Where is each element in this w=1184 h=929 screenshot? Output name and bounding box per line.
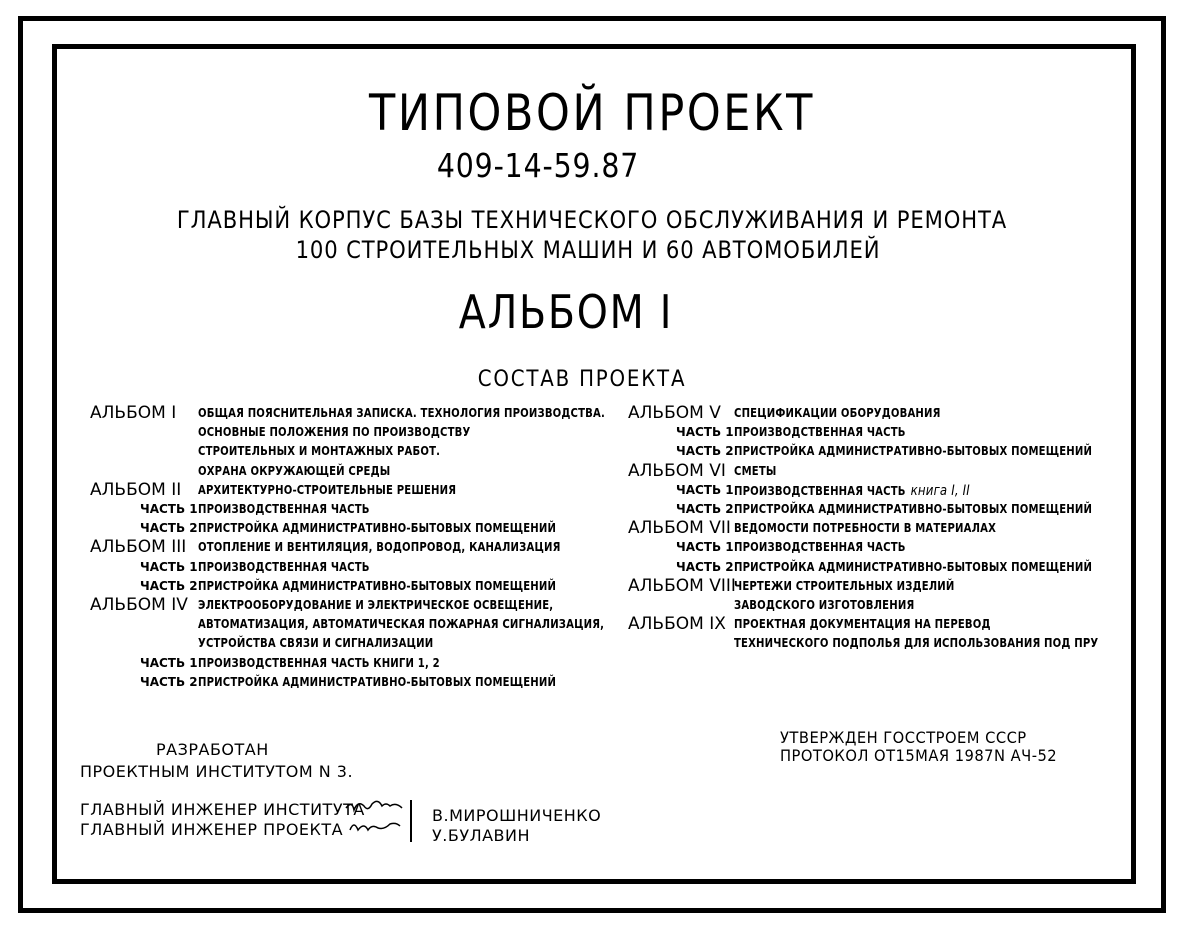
developer-line-2: ПРОЕКТНЫМ ИНСТИТУТОМ N 3. <box>80 762 354 781</box>
project-code: 409-14-59.87 <box>436 146 640 185</box>
composition-row <box>0 403 1184 422</box>
description-text: ПРИСТРОЙКА АДМИНИСТРАТИВНО-БЫТОВЫХ ПОМЕЩЕНИЙ <box>734 444 1093 459</box>
description-text: ПРОИЗВОДСТВЕННАЯ ЧАСТЬ КНИГИ 1, 2 <box>198 655 440 670</box>
composition-description <box>734 483 970 499</box>
part-number: ЧАСТЬ 1 <box>140 559 198 574</box>
chief-engineer-institute-label: ГЛАВНЫЙ ИНЖЕНЕР ИНСТИТУТА <box>80 800 365 819</box>
description-text: ОХРАНА ОКРУЖАЮЩЕЙ СРЕДЫ <box>198 463 391 478</box>
composition-row <box>0 595 1184 614</box>
composition-description <box>734 521 996 535</box>
approval-line-1: УТВЕРЖДЕН ГОССТРОЕМ СССР <box>780 728 1027 747</box>
description-text: АВТОМАТИЗАЦИЯ, АВТОМАТИЧЕСКАЯ ПОЖАРНАЯ СИГНАЛИЗАЦИЯ, <box>198 617 605 632</box>
composition-row <box>0 557 1184 576</box>
description-text: УСТРОЙСТВА СВЯЗИ И СИГНАЛИЗАЦИИ <box>198 636 434 651</box>
composition-description <box>734 598 914 612</box>
part-number: ЧАСТЬ 2 <box>140 578 198 593</box>
album-number: АЛЬБОМ III <box>90 537 187 558</box>
album-number: АЛЬБОМ IV <box>90 595 188 615</box>
approval-line-2: ПРОТОКОЛ ОТ15МАЯ 1987N АЧ-52 <box>780 746 1058 765</box>
description-text: ПРИСТРОЙКА АДМИНИСТРАТИВНО-БЫТОВЫХ ПОМЕЩЕНИЙ <box>734 559 1093 574</box>
description-text: ПРОЕКТНАЯ ДОКУМЕНТАЦИЯ НА ПЕРЕВОД <box>734 617 991 632</box>
composition-row <box>0 441 1184 460</box>
composition-description <box>198 656 440 670</box>
part-number: ЧАСТЬ 1 <box>676 540 734 555</box>
composition-description <box>198 675 556 689</box>
album-number: АЛЬБОМ VI <box>628 460 726 481</box>
part-number: ЧАСТЬ 1 <box>140 655 198 670</box>
description-text: ВЕДОМОСТИ ПОТРЕБНОСТИ В МАТЕРИАЛАХ <box>734 521 997 536</box>
composition-description <box>734 502 1092 516</box>
description-text: ПРОИЗВОДСТВЕННАЯ ЧАСТЬ <box>734 540 906 555</box>
description-text: ЧЕРТЕЖИ СТРОИТЕЛЬНЫХ ИЗДЕЛИЙ <box>734 578 955 593</box>
description-text: ПРИСТРОЙКА АДМИНИСТРАТИВНО-БЫТОВЫХ ПОМЕЩЕНИЙ <box>198 578 557 593</box>
album-number: АЛЬБОМ I <box>90 403 177 423</box>
album-number: АЛЬБОМ V <box>628 403 721 423</box>
chief-engineer-project-label: ГЛАВНЫЙ ИНЖЕНЕР ПРОЕКТА <box>80 820 344 839</box>
album-number: АЛЬБОМ VIII <box>628 575 736 596</box>
signature-divider <box>410 800 412 842</box>
album-number: АЛЬБОМ IX <box>628 614 726 635</box>
description-text: ПРИСТРОЙКА АДМИНИСТРАТИВНО-БЫТОВЫХ ПОМЕЩЕНИЙ <box>734 502 1093 516</box>
description-text: ЗАВОДСКОГО ИЗГОТОВЛЕНИЯ <box>734 598 915 612</box>
composition-description <box>734 579 955 593</box>
part-number: ЧАСТЬ 1 <box>676 482 734 497</box>
document-title: ТИПОВОЙ ПРОЕКТ <box>369 84 815 142</box>
composition-row <box>0 499 1184 518</box>
description-text: ОБЩАЯ ПОЯСНИТЕЛЬНАЯ ЗАПИСКА. ТЕХНОЛОГИЯ ПРОИЗВОДСТВА. <box>198 406 605 420</box>
part-number: ЧАСТЬ 2 <box>676 559 734 574</box>
description-text: ОТОПЛЕНИЕ И ВЕНТИЛЯЦИЯ, ВОДОПРОВОД, КАНАЛИЗАЦИЯ <box>198 540 561 555</box>
description-text: СТРОИТЕЛЬНЫХ И МОНТАЖНЫХ РАБОТ. <box>198 444 441 459</box>
description-text: ТЕХНИЧЕСКОГО ПОДПОЛЬЯ ДЛЯ ИСПОЛЬЗОВАНИЯ ПОД ПРУ <box>734 636 1099 651</box>
part-number: ЧАСТЬ 2 <box>676 444 734 459</box>
description-text: ПРОИЗВОДСТВЕННАЯ ЧАСТЬ <box>734 483 906 498</box>
composition-row <box>0 653 1184 672</box>
description-text: ПРОИЗВОДСТВЕННАЯ ЧАСТЬ <box>734 425 906 440</box>
part-number: ЧАСТЬ 2 <box>140 674 198 689</box>
description-text: СПЕЦИФИКАЦИИ ОБОРУДОВАНИЯ <box>734 406 941 420</box>
description-text: СМЕТЫ <box>734 463 777 478</box>
composition-description <box>734 406 941 420</box>
composition-header: СОСТАВ ПРОЕКТА <box>477 367 687 392</box>
developer-line-1: РАЗРАБОТАН <box>156 740 269 759</box>
name-bulavin: У.БУЛАВИН <box>432 826 531 845</box>
description-text: АРХИТЕКТУРНО-СТРОИТЕЛЬНЫЕ РЕШЕНИЯ <box>198 482 457 497</box>
album-number: АЛЬБОМ VII <box>628 518 731 539</box>
description-text: ПРОИЗВОДСТВЕННАЯ ЧАСТЬ <box>198 559 370 574</box>
description-text: ЭЛЕКТРООБОРУДОВАНИЕ И ЭЛЕКТРИЧЕСКОЕ ОСВЕЩЕНИЕ, <box>198 598 554 612</box>
composition-description <box>734 464 776 478</box>
part-number: ЧАСТЬ 1 <box>140 502 198 516</box>
composition-row <box>0 461 1184 480</box>
composition-row <box>0 633 1184 652</box>
album-number: АЛЬБОМ II <box>90 479 182 500</box>
composition-description <box>734 425 906 439</box>
subtitle-line-1: ГЛАВНЫЙ КОРПУС БАЗЫ ТЕХНИЧЕСКОГО ОБСЛУЖИВАНИЯ И РЕМОНТА <box>176 206 1008 234</box>
description-text: ОСНОВНЫЕ ПОЛОЖЕНИЯ ПО ПРОИЗВОДСТВУ <box>198 425 471 440</box>
name-miroshnichenko: В.МИРОШНИЧЕНКО <box>432 806 602 825</box>
composition-description <box>734 444 1092 458</box>
part-number: ЧАСТЬ 2 <box>140 521 198 536</box>
description-text: ПРОИЗВОДСТВЕННАЯ ЧАСТЬ <box>198 502 370 516</box>
handwritten-signatures <box>342 796 416 844</box>
composition-description <box>734 617 991 631</box>
part-number: ЧАСТЬ 2 <box>676 502 734 516</box>
part-number: ЧАСТЬ 1 <box>676 425 734 440</box>
composition-description <box>734 636 1098 650</box>
book-reference: книга I, II <box>910 482 970 499</box>
album-heading: АЛЬБОМ I <box>458 285 674 339</box>
description-text: ПРИСТРОЙКА АДМИНИСТРАТИВНО-БЫТОВЫХ ПОМЕЩЕНИЙ <box>198 674 557 689</box>
description-text: ПРИСТРОЙКА АДМИНИСТРАТИВНО-БЫТОВЫХ ПОМЕЩЕНИЙ <box>198 521 557 536</box>
subtitle-line-2: 100 СТРОИТЕЛЬНЫХ МАШИН И 60 АВТОМОБИЛЕЙ <box>295 236 881 264</box>
composition-description <box>734 560 1092 574</box>
composition-row <box>0 422 1184 441</box>
signature-1 <box>346 801 402 810</box>
signature-2 <box>350 823 400 830</box>
composition-row <box>0 672 1184 691</box>
composition-row <box>0 518 1184 537</box>
composition-description <box>734 540 906 554</box>
composition-row <box>0 576 1184 595</box>
composition-row <box>0 537 1184 556</box>
composition-row <box>0 614 1184 633</box>
composition-row <box>0 480 1184 499</box>
